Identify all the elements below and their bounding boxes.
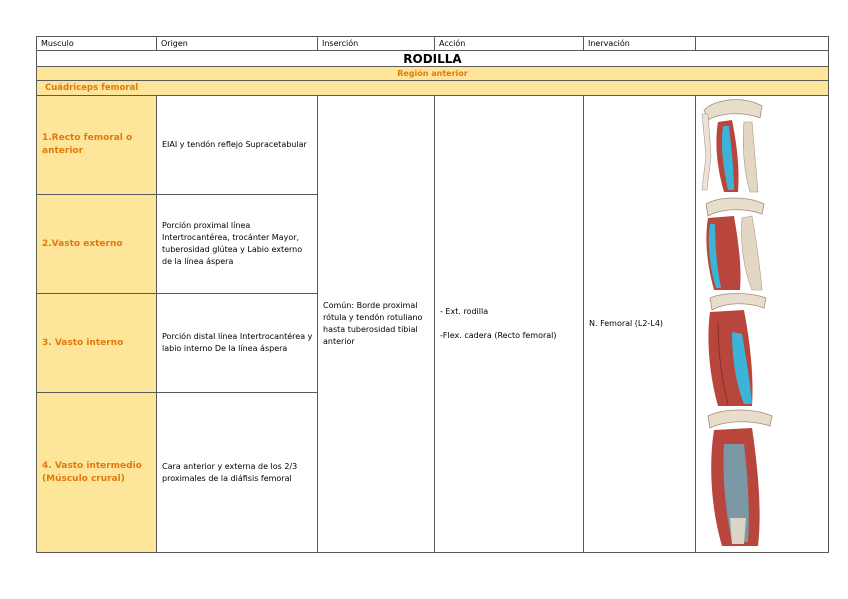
header-image <box>696 37 829 51</box>
muscle-origin: EIAI y tendón reflejo Supracetabular <box>157 96 318 195</box>
illustration-column <box>696 96 829 553</box>
action-line-1: - Ext. rodilla <box>440 307 489 316</box>
group-row <box>37 81 829 96</box>
group-label: Cuádriceps femoral <box>37 81 829 96</box>
vasto-externo-illustration <box>700 196 770 292</box>
header-musculo: Musculo <box>37 37 157 51</box>
action-line-2: -Flex. cadera (Recto femoral) <box>440 331 557 340</box>
muscle-table <box>36 36 829 553</box>
muscle-origin: Porción proximal línea Intertrocantérea, trocánter Mayor, tuberosidad glútea y Labio externo de la línea áspera <box>157 195 318 294</box>
muscle-name: 4. Vasto intermedio (Músculo crural) <box>37 393 157 553</box>
recto-femoral-illustration <box>700 96 770 194</box>
header-insercion: Inserción <box>318 37 435 51</box>
header-inervacion: Inervación <box>584 37 696 51</box>
region-label: Región anterior <box>37 67 829 81</box>
muscle-name: 2.Vasto externo <box>37 195 157 294</box>
muscle-name: 1.Recto femoral o anterior <box>37 96 157 195</box>
muscle-action <box>435 96 584 553</box>
title-row <box>37 51 829 67</box>
muscle-name: 3. Vasto interno <box>37 294 157 393</box>
header-row <box>37 37 829 51</box>
region-row <box>37 67 829 81</box>
vasto-interno-illustration <box>700 292 772 408</box>
anatomy-illustrations <box>696 96 829 548</box>
muscle-innervation: N. Femoral (L2-L4) <box>584 96 696 553</box>
muscle-insertion: Común: Borde proximal rótula y tendón rotuliano hasta tuberosidad tibial anterior <box>318 96 435 553</box>
table-row <box>37 96 829 195</box>
muscle-origin: Cara anterior y externa de los 2/3 proximales de la diáfisis femoral <box>157 393 318 553</box>
header-origen: Origen <box>157 37 318 51</box>
table-title: RODILLA <box>37 51 829 67</box>
muscle-origin: Porción distal línea Intertrocantérea y labio interno De la línea áspera <box>157 294 318 393</box>
header-accion: Acción <box>435 37 584 51</box>
vasto-intermedio-illustration <box>700 408 776 548</box>
